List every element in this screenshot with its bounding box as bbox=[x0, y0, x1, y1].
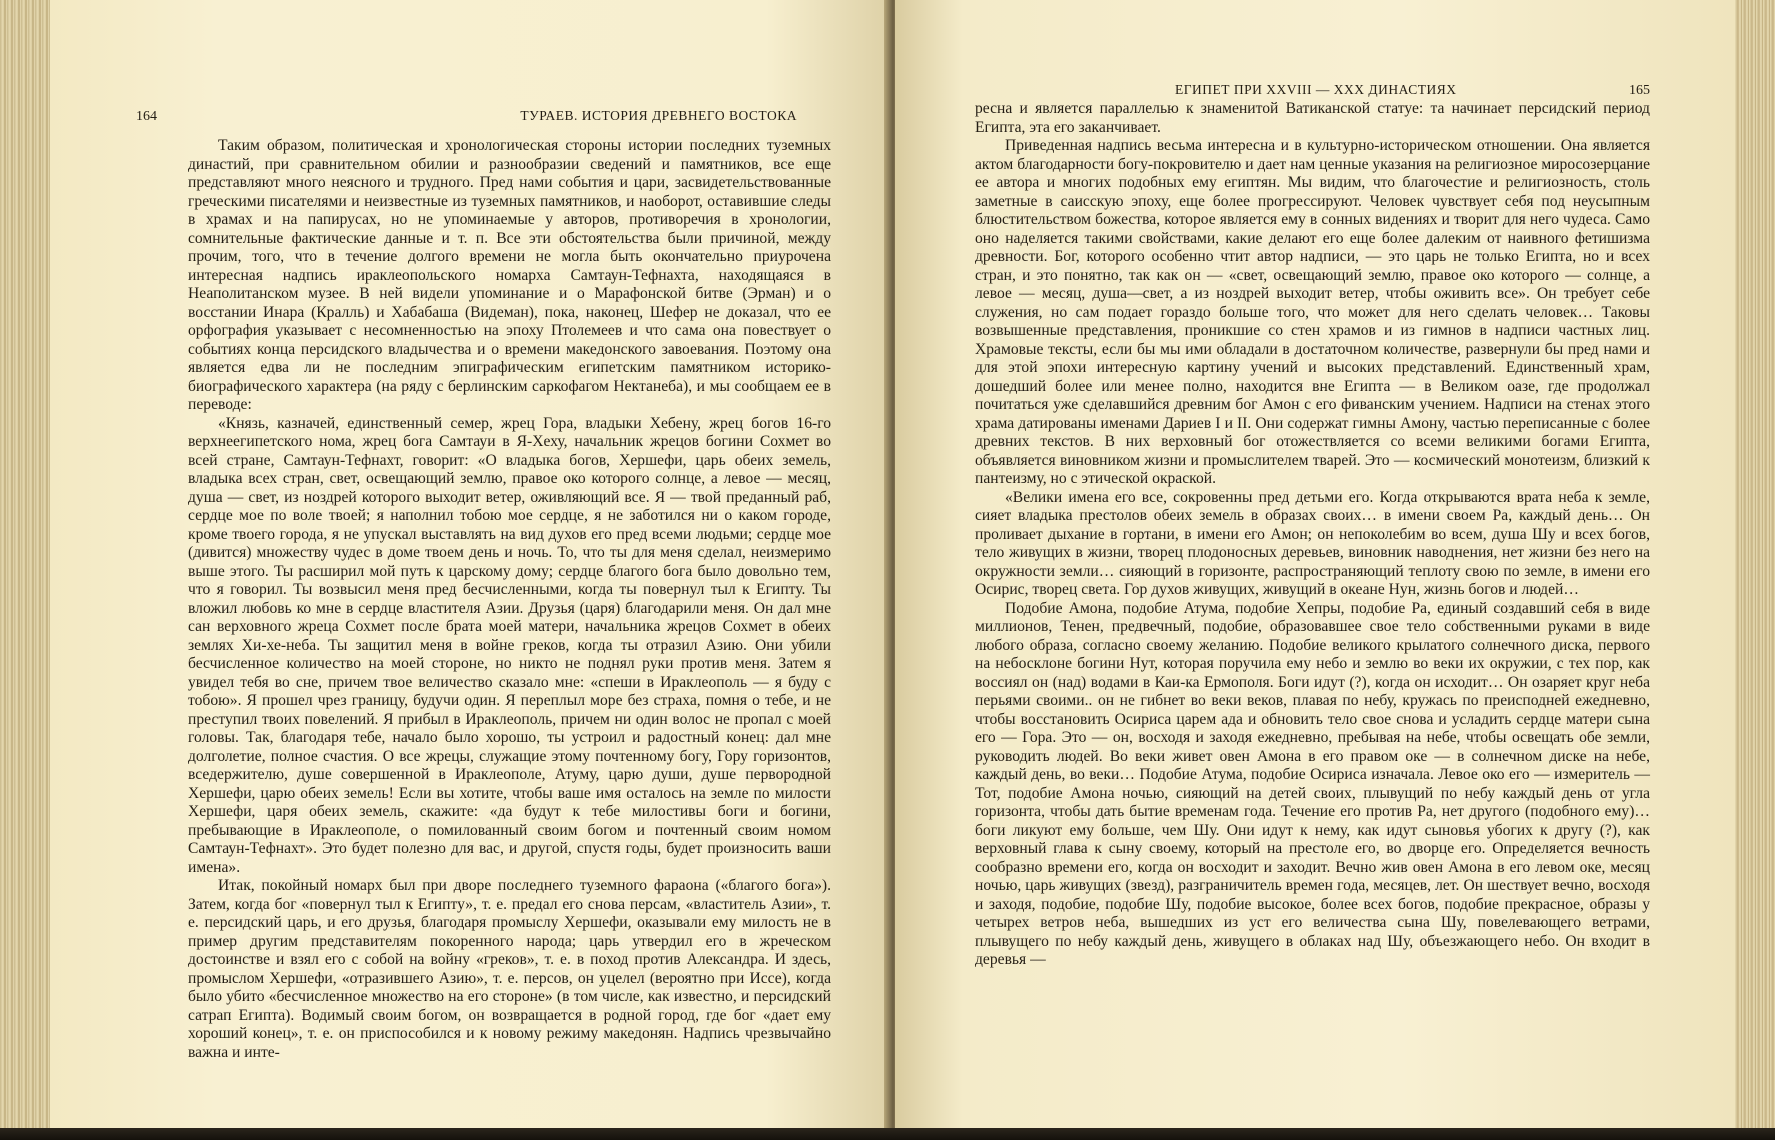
running-head: ТУРАЕВ. ИСТОРИЯ ДРЕВНЕГО ВОСТОКА bbox=[520, 108, 797, 123]
right-page-text bbox=[975, 100, 1650, 970]
right-page bbox=[895, 0, 1738, 1130]
paragraph: Приведенная надпись весьма интересна и в культурно-историческом отношении. Она является актом благодарности богу-покровителю и дает нам ценные указания на религиозное миросозерцание ее автора и многих подобных ему египтян. Мы видим, что благочестие и религиозность, столь заметные в саисскую эпоху, еще более прогрессируют. Человек чувствует себя под неусыпным блюстительством божества, которое является ему в сонных видениях и творит для него чудеса. Само оно наделяется такими свойствами, какие делают его еще более далеким от наивного фетишизма древности. Бог, которого особенно чтит автор надписи, — это царь не только Египта, но и всех стран, и это понятно, так как он — «свет, освещающий землю, правое око которого — солнце, а левое — месяц, душа—свет, а из ноздрей выходит ветер, чтобы оживить все». Он требует себе служения, но сам подает гораздо больше того, что может для него сделать человек… Таковы возвышенные представления, проникшие со стен храмов и из гимнов в надписи частных лиц. Храмовые тексты, если бы мы ими обладали в достаточном количестве, развернули бы пред нами и для этой эпохи интересную картину учений и высоких представлений. Единственный храм, дошедший более или менее полно, находится вне Египта — в Великом оазе, где продолжал почитаться уже сделавшийся древним бог Амон с его фиванским учением. Надписи на стенах этого храма датированы именами Дариев I и II. Они содержат гимны Амону, частью переписанные с более древних текстов. В них верховный бог отожествляется со всеми великими богами Египта, объявляется виновником жизни и промыслителем тварей. Это — космический монотеизм, близкий к пантеизму, но с этической окраской. bbox=[975, 137, 1650, 487]
left-page-header bbox=[136, 108, 831, 134]
quoted-inscription: «Князь, казначей, единственный семер, жрец Гора, владыки Хебену, жрец богов 16-го верхнеегипетского нома, жрец бога Самтауи в Я-Хеху, начальник жрецов богини Сохмет во всей стране, Самтаун-Тефнахт, говорит: «О владыка богов, Хершефи, царь обеих земель, владыка всех стран, свет, освещающий землю, правое око которого солнце, а левое — месяц, душа — свет, из ноздрей которого выходит ветер, оживляющий все. Я — твой преданный раб, сердце мое по воле твоей; я наполнил тобою мое сердце, я не заботился ни о каком городе, кроме твоего города, я не упускал выставлять на вид духов его пред всеми людьми; сердце мое (дивится) множеству чудес в доме твоем день и ночь. То, что ты для меня сделал, неизмеримо выше этого. Ты расширил мой путь к царскому дому; сердце благого бога было довольно тем, что я говорил. Ты возвысил меня пред бесчисленными, когда ты повернул тыл к Египту. Ты вложил любовь ко мне в сердце властителя Азии. Друзья (царя) благодарили меня. Он дал мне сан верховного жреца Сохмет после брата моей матери, начальника жрецов Сохмет в обеих землях Хи-хе-неба. Ты защитил меня в войне греков, когда ты отразил Азию. Они убили бесчисленное количество на моей стороне, но никто не поднял руки против меня. Затем я увидел тебя во сне, причем твое величество сказало мне: «спеши в Ираклеополь — я буду с тобою». Я прошел чрез границу, будучи один. Я переплыл море без страха, помня о тебе, и не преступил твоих повелений. Я прибыл в Ираклеополь, причем ни один волос не пропал с моей головы. Так, благодаря тебе, начало было хорошо, ты устроил и радостный конец: дал мне долголетие, полное счастия. О все жрецы, служащие этому почтенному богу, Гору горизонтов, вседержителю, душе совершенной в Ираклеополе, Атуму, царю души, душе первородной Хершефи, царю обеих земель! Если вы хотите, чтобы ваше имя осталось на земле по милости Хершефи, царя обеих земель, скажите: «да будут к тебе милостивы боги и богини, пребывающие в Ираклеополе, о помилованный своим богом и почтенный своим номом Самтаун-Тефнахт». Это будет полезно для вас, и другой, спустя годы, будет произносить ваши имена». bbox=[188, 414, 831, 876]
left-page bbox=[50, 0, 893, 1130]
paragraph: Итак, покойный номарх был при дворе последнего туземного фараона («благого бога»). Затем, когда бог «повернул тыл к Египту», т. е. предал его снова персам, «властитель Азии», т. е. персидский царь, и его друзья, благодаря промыслу Хершефи, оказывали ему милость не в пример другим представителям покоренного народа; царь утвердил его в жреческом достоинстве и взял его с собой на войну «греков», т. е. в поход против Александра. И здесь, промыслом Хершефи, «отразившего Азию», т. е. персов, он уцелел (вероятно при Иссе), когда было убито «бесчисленное множество на его стороне» (в том числе, как известно, и персидский сатрап Египта). Водимый своим богом, он возвращается в родной город, где бог «дает ему хороший конец», т. е. он приспособился и к новому режиму македонян. Надпись чрезвычайно важна и инте- bbox=[188, 877, 831, 1061]
page-edges-right bbox=[1735, 0, 1775, 1140]
quoted-hymn: «Велики имена его все, сокровенны пред детьми его. Когда открываются врата неба к земле, сияет владыка престолов обеих земель в образах своих… в имени своем Ра, каждый день… Он проливает дыхание в гортани, в имени его Амон; он непоколебим во всем, душа Шу и всех богов, тело живущих в жизни, творец плодоносных деревьев, виновник наводнения, нет жизни без него на окружности земли… сияющий в горизонте, распространяющий теплоту свою по земле, в имени его Осирис, творец света. Гор духов живущих, живущий в океане Нун, жизнь богов и людей… bbox=[975, 488, 1650, 598]
quoted-hymn: Подобие Амона, подобие Атума, подобие Хепры, подобие Ра, единый создавший себя в виде миллионов, Тенен, предвечный, подобие, образовавшее свое тело собственными руками в виде любого образа, согласно своему желанию. Подобие великого крылатого солнечного диска, первого на небосклоне богини Нут, которая поручила ему небо и землю во веки их окружии, с тех пор, как воссиял он (над) водами в Каи-ка Ермополя. Боги идут (?), когда он исходит… Он озаряет круг неба перьями своими.. он не гибнет во веки веков, плавая по небу, кружась по преисподней ежедневно, чтобы восстановить Осириса царем ада и обновить тело свое снова и усладить сердце матери сына его — Гора. Это — он, восходя и заходя ежедневно, пребывая на небе, чтобы освещать обе земли, руководить людей. Во веки живет овен Амона в его правом оке — в солнечном диске на небе, каждый день, во веки… Подобие Атума, подобие Осириса изначала. Левое око его — измеритель — Тот, подобие Амона ночью, сияющий на детей своих, плывущий по небу каждый день от угла горизонта, чтобы дать бытие временам года. Течение его против Ра, нет другого (подобного ему)… боги ликуют ему больше, чем Шу. Они идут к нему, как идут сыновья убогих к другу (?), как верховный глава к сыну своему, который на престоле его, во дворце его. Определяется вечность сообразно времени его, когда он восходит и заходит. Вечно жив овен Амона в его левом оке, месяц ночью, царь живущих (звезд), разграничитель времен года, месяцев, лет. Он шествует вечно, восходя и заходя, подобие, подобие Шу, подобие высокое, более всех богов, подобие прекрасное, образы у четырех ветров неба, вышедших из уст его величества сына Шу, повелевающего ветрами, плывущего по небу каждый день, живущего в облаках над Шу, объезжающего небо. Он входит в деревья — bbox=[975, 599, 1650, 968]
table-surface bbox=[0, 1128, 1775, 1140]
paragraph: ресна и является параллелью к знаменитой Ватиканской статуе: та начинает персидский период Египта, эта его заканчивает. bbox=[975, 100, 1650, 136]
page-number: 164 bbox=[136, 109, 157, 124]
running-head: ЕГИПЕТ ПРИ XXVIII — XXX ДИНАСТИЯХ bbox=[1175, 82, 1457, 97]
page-number: 165 bbox=[1629, 83, 1650, 98]
left-page-text bbox=[188, 137, 831, 1062]
paragraph: Таким образом, политическая и хронологическая стороны истории последних туземных династий, при сравнительном обилии и разнообразии сведений и памятников, все еще представляют много неясного и трудного. Пред нами события и цари, засвидетельствованные греческими писателями и неизвестные из туземных памятников, и наоборот, оставившие следы в храмах и на папирусах, но не упоминаемые у авторов, противоречия в хронологии, сомнительные фактические данные и т. п. Все эти обстоятельства были причиной, между прочим, того, что в течение долгого времени не могла быть окончательно приурочена интересная надпись ираклеопольского номарха Самтаун-Тефнахта, находящаяся в Неаполитанском музее. В ней видели упоминание и о Марафонской битве (Эрман) и о восстании Инара (Кралль) и Хабабаша (Видеман), пока, наконец, Шефер не доказал, что ее орфография указывает с несомненностью на эпоху Птолемеев и что сама она повествует о событиях конца персидского владычества и о времени македонского завоевания. Поэтому она является едва ли не последним эпиграфическим египетским памятником историко-биографического характера (на ряду с берлинским саркофагом Нектанеба), и мы сообщаем ее в переводе: bbox=[188, 137, 831, 413]
